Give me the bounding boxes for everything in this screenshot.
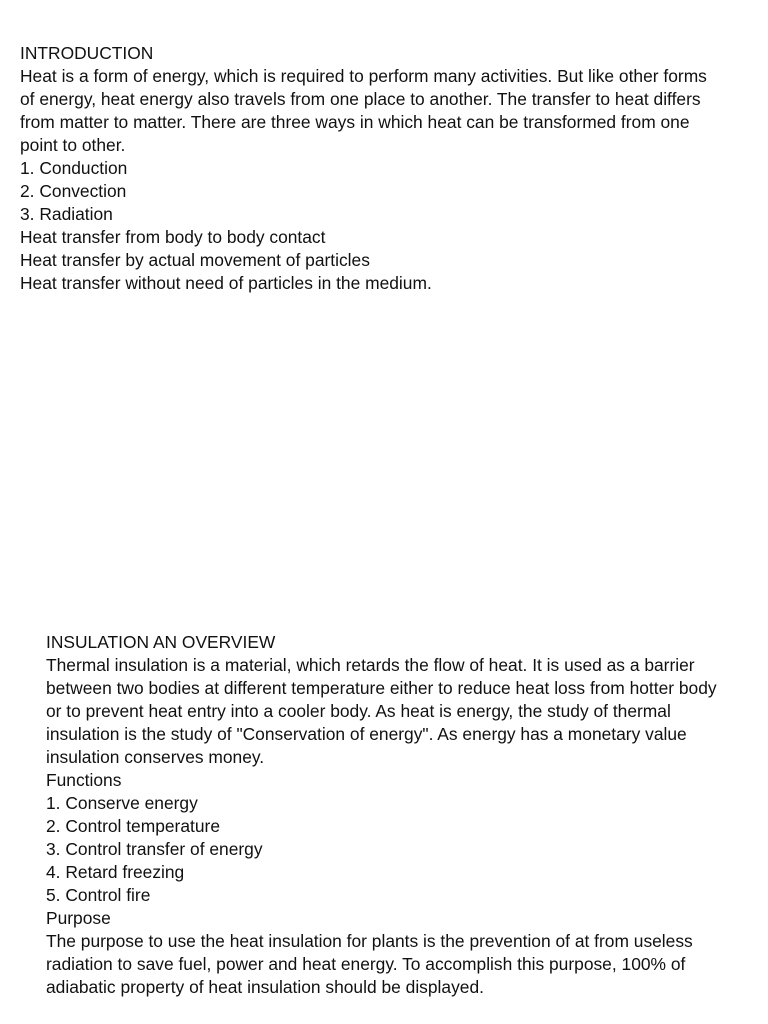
- insulation-heading: INSULATION AN OVERVIEW: [46, 632, 276, 652]
- purpose-heading: Purpose: [46, 908, 111, 928]
- function-item: 3. Control transfer of energy: [46, 839, 263, 859]
- purpose-paragraph: The purpose to use the heat insulation for plants is the prevention of at from useless radiation to save fuel, power and heat energy. To accomplish this purpose, 100% of adiabatic property of heat insulation should be displayed.: [46, 931, 698, 997]
- function-item: 2. Control temperature: [46, 816, 220, 836]
- function-item: 5. Control fire: [46, 885, 151, 905]
- insulation-paragraph: Thermal insulation is a material, which retards the flow of heat. It is used as a barrier between two bodies at different temperature either to reduce heat loss from hotter body or to prevent heat entry into a cooler body. As heat is energy, the study of thermal insulation is the study of "Conservation of energy". As energy has a monetary value insulation conserves money.: [46, 655, 722, 767]
- introduction-heading: INTRODUCTION: [20, 43, 154, 63]
- heat-transfer-method-item: 2. Convection: [20, 181, 127, 201]
- functions-heading: Functions: [46, 770, 122, 790]
- heat-transfer-method-item: 3. Radiation: [20, 204, 113, 224]
- introduction-section: [20, 42, 720, 295]
- heat-transfer-description: Heat transfer from body to body contact: [20, 227, 326, 247]
- heat-transfer-method-item: 1. Conduction: [20, 158, 128, 178]
- function-item: 1. Conserve energy: [46, 793, 198, 813]
- heat-transfer-description: Heat transfer without need of particles in the medium.: [20, 273, 432, 293]
- introduction-paragraph: Heat is a form of energy, which is required to perform many activities. But like other forms of energy, heat energy also travels from one place to another. The transfer to heat differs from matter to matter. There are three ways in which heat can be transformed from one point to other.: [20, 66, 712, 155]
- heat-transfer-description: Heat transfer by actual movement of particles: [20, 250, 370, 270]
- insulation-overview-section: [46, 631, 736, 999]
- function-item: 4. Retard freezing: [46, 862, 185, 882]
